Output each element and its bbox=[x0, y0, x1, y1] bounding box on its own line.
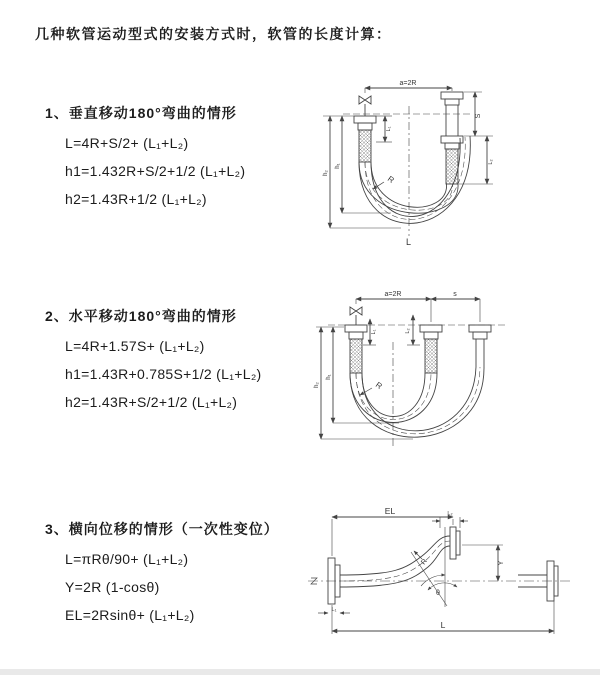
dim-label-a2r: a=2R bbox=[384, 291, 402, 298]
formula-s3-y: Y=2R (1-cosθ) bbox=[65, 579, 160, 595]
label-radius: R bbox=[373, 380, 384, 391]
dim-y bbox=[462, 545, 503, 581]
right-fitting-shifted bbox=[469, 325, 491, 367]
section-vertical-180 bbox=[45, 103, 320, 207]
dim-label-h1: h₁ bbox=[326, 374, 332, 380]
formula-s1-length: L=4R+S/2+ (L₁+L₂) bbox=[65, 135, 189, 151]
displaced-flange bbox=[450, 527, 460, 559]
formula-s3-el: EL=2Rsinθ+ (L₁+L₂) bbox=[65, 607, 195, 623]
dim-label-l1: L₁ bbox=[386, 126, 392, 132]
section-2-heading: 2、水平移动180°弯曲的情形 bbox=[45, 308, 237, 324]
dim-top-span bbox=[356, 299, 480, 322]
formula-s3-length: L=πRθ/90+ (L₁+L₂) bbox=[65, 551, 189, 567]
diagram-horizontal-180-bend bbox=[313, 287, 598, 457]
section-lateral-displacement bbox=[45, 519, 320, 623]
dim-label-s: s bbox=[453, 291, 457, 298]
dim-label-l2: L₂ bbox=[447, 511, 453, 517]
dim-label-l2: L₂ bbox=[488, 159, 494, 165]
dim-label-l: L bbox=[440, 620, 446, 630]
formula-s1-h2: h2=1.43R+1/2 (L₁+L₂) bbox=[65, 191, 207, 207]
radius-leader bbox=[360, 388, 372, 395]
label-radius: R bbox=[420, 557, 429, 567]
label-radius: R bbox=[385, 174, 396, 185]
page-title: 几种软管运动型式的安装方式时，软管的长度计算： bbox=[35, 26, 392, 42]
hose-u-curves bbox=[350, 367, 484, 437]
diagram-vertical-180-bend bbox=[315, 76, 595, 251]
dim-label-h1: h₁ bbox=[335, 163, 341, 169]
dim-label-l1: L₁ bbox=[371, 329, 377, 335]
dim-label-l1: L₁ bbox=[331, 607, 337, 613]
valve-icon bbox=[359, 96, 371, 116]
left-fitting bbox=[345, 325, 367, 373]
dim-label-h2: h₂ bbox=[314, 382, 320, 388]
hose-s-curve bbox=[340, 536, 450, 587]
label-length: L bbox=[406, 237, 412, 247]
dim-label-h2: h₂ bbox=[323, 170, 329, 176]
left-fitting bbox=[354, 116, 376, 162]
section-3-heading: 3、横向位移的情形（一次性变位） bbox=[45, 521, 279, 537]
dim-top-span bbox=[365, 88, 452, 93]
formula-s2-h2: h2=1.43R+S/2+1/2 (L₁+L₂) bbox=[65, 394, 238, 410]
formula-s2-h1: h1=1.43R+0.785S+1/2 (L₁+L₂) bbox=[65, 366, 262, 382]
valve-icon bbox=[350, 307, 362, 325]
dim-label-l2: L₂ bbox=[405, 328, 411, 334]
middle-fitting bbox=[420, 325, 442, 373]
dim-label-y: Y bbox=[498, 560, 505, 566]
dim-el bbox=[332, 517, 453, 556]
diagram-lateral-displacement bbox=[300, 503, 600, 643]
dim-l2 bbox=[432, 517, 468, 528]
dim-label-el: EL bbox=[384, 506, 396, 516]
dim-label-s: S bbox=[475, 113, 482, 119]
formula-s1-h1: h1=1.432R+S/2+1/2 (L₁+L₂) bbox=[65, 163, 246, 179]
label-angle: θ bbox=[436, 590, 440, 597]
scanned-page-edge bbox=[0, 669, 600, 675]
section-horizontal-180 bbox=[45, 306, 320, 410]
formula-s2-length: L=4R+1.57S+ (L₁+L₂) bbox=[65, 338, 205, 354]
section-1-heading: 1、垂直移动180°弯曲的情形 bbox=[45, 105, 237, 121]
dim-label-a2r: a=2R bbox=[399, 80, 417, 87]
